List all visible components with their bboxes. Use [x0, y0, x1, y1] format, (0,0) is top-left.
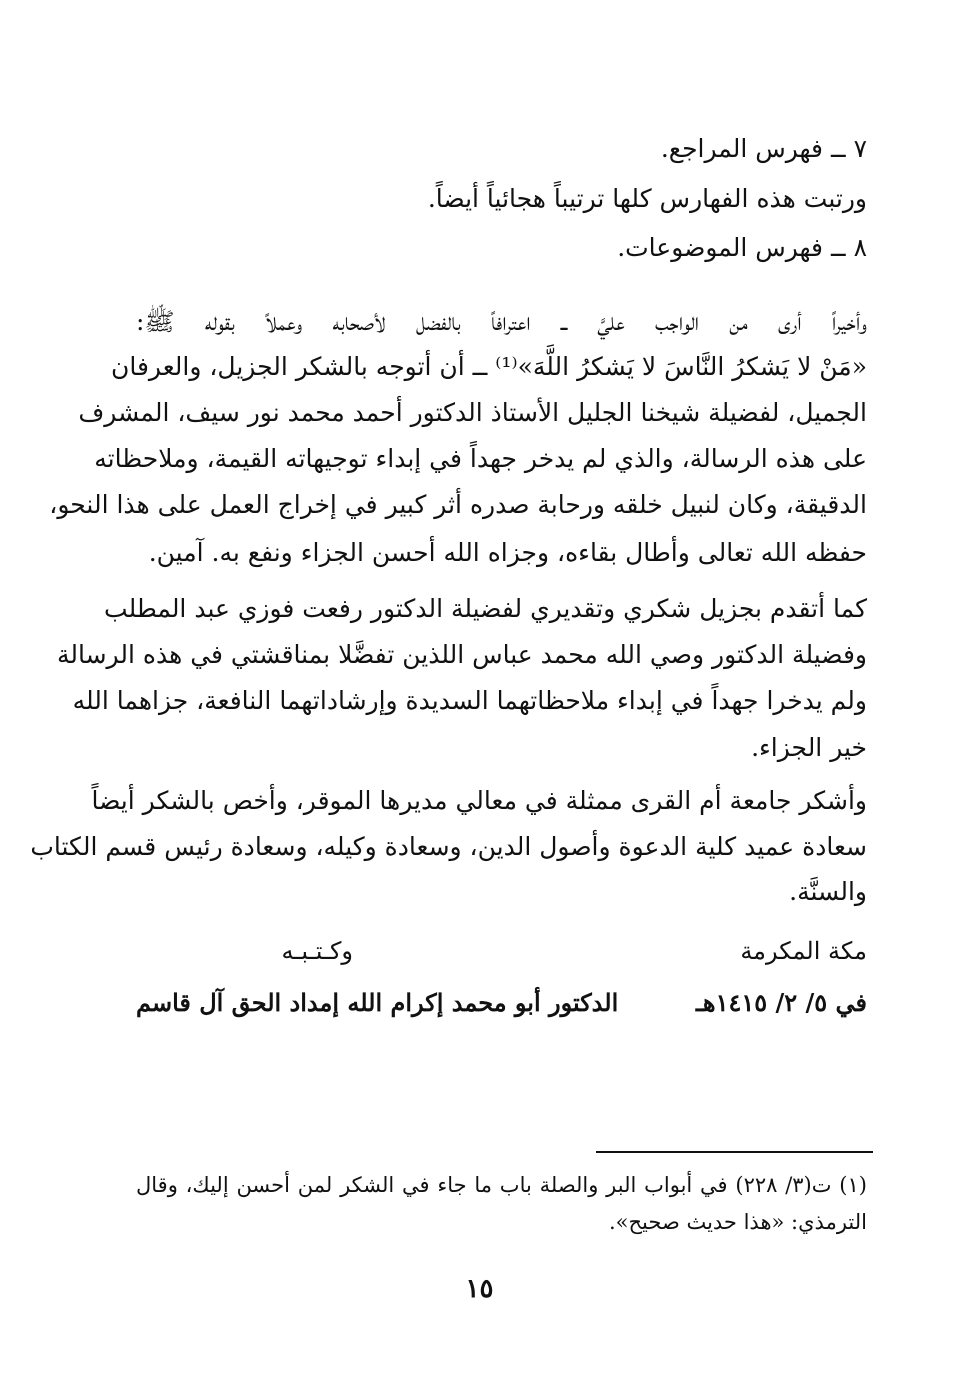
- signature-author: الدكتور أبو محمد إكرام الله إمداد الحق آل قاسم: [136, 988, 619, 1017]
- paragraph-line: سعادة عميد كلية الدعوة وأصول الدين، وسعادة وكيله، وسعادة رئيس قسم الكتاب: [30, 832, 867, 861]
- paragraph-line: حفظه الله تعالى وأطال بقاءه، وجزاه الله أحسن الجزاء ونفع به. آمين.: [148, 538, 867, 567]
- list-item-7: ٧ ــ فهرس المراجع.: [660, 134, 867, 163]
- footnote-line: (١) ت(٣/ ٢٢٨) في أبواب البر والصلة باب ما جاء في الشكر لمن أحسن إليك، وقال: [136, 1173, 867, 1197]
- paragraph-line: وأشكر جامعة أم القرى ممثلة في معالي مديرها الموقر، وأخص بالشكر أيضاً: [91, 786, 867, 815]
- footnote-divider: [596, 1151, 873, 1153]
- signature-place: مكة المكرمة: [740, 937, 867, 965]
- signature-date: في ٥/ ٢/ ١٤١٥هـ: [695, 988, 867, 1017]
- paragraph-line: على هذه الرسالة، والذي لم يدخر جهداً في إبداء توجيهاته القيمة، وملاحظاته: [94, 444, 867, 473]
- paragraph-line: خير الجزاء.: [751, 733, 867, 762]
- paragraph-line: الدقيقة، وكان لنبيل خلقه ورحابة صدره أثر كبير في إخراج العمل على هذا النحو،: [49, 490, 867, 519]
- paragraph-line: وفضيلة الدكتور وصي الله محمد عباس اللذين تفضَّلا بمناقشتي في هذه الرسالة: [56, 640, 867, 669]
- paragraph-line: كما أتقدم بجزيل شكري وتقديري لفضيلة الدكتور رفعت فوزي عبد المطلب: [104, 594, 867, 623]
- list-item-8: ٨ ــ فهرس الموضوعات.: [617, 233, 867, 262]
- paragraph-line: وأخيراً أرى من الواجب عليَّ ــ اعترافاً بالفضل لأصحابه وعملاً بقوله ﷺ:: [136, 307, 867, 336]
- signature-written-by: وكـتـبـه: [281, 937, 353, 965]
- paragraph-line: «مَنْ لا يَشكرُ النَّاسَ لا يَشكرُ اللَّهَ»⁽¹⁾ ــ أن أتوجه بالشكر الجزيل، والعرفان: [110, 352, 867, 381]
- paragraph-line: والسنَّة.: [789, 877, 867, 906]
- paragraph-line: الجميل، لفضيلة شيخنا الجليل الأستاذ الدكتور أحمد محمد نور سيف، المشرف: [78, 398, 867, 427]
- paragraph-line: ولم يدخرا جهداً في إبداء ملاحظاتهما السديدة وإرشاداتهما النافعة، جزاهما الله: [72, 686, 867, 715]
- page-number: ١٥: [465, 1274, 494, 1304]
- footnote-line: الترمذي: «هذا حديث صحيح».: [608, 1210, 867, 1234]
- list-note: ورتبت هذه الفهارس كلها ترتيباً هجائياً أيضاً.: [427, 184, 867, 213]
